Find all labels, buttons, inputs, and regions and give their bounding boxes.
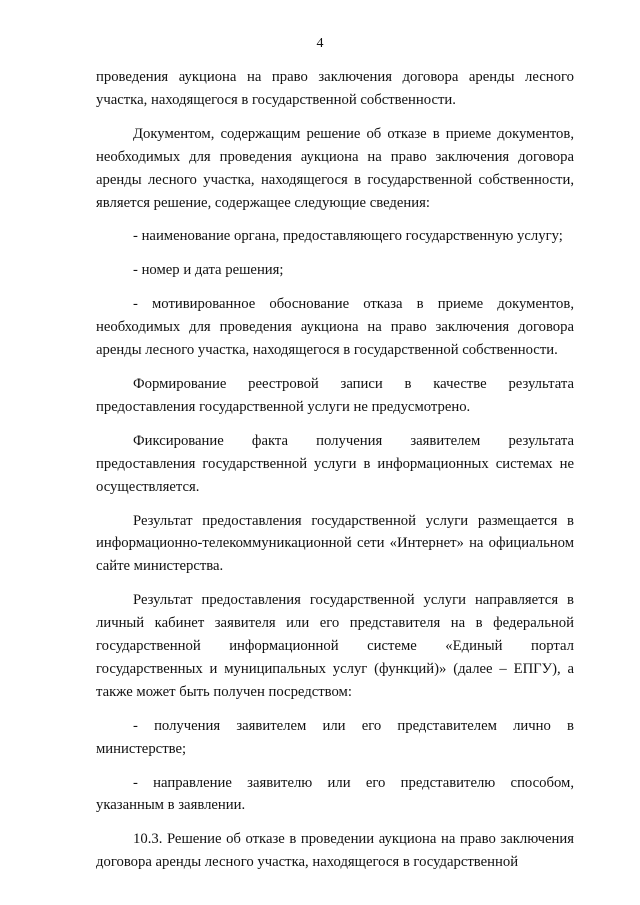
list-item-delivery-method: - направление заявителю или его представителю способом, указанным в заявлении. xyxy=(96,774,574,814)
paragraph-section-10-3: 10.3. Решение об отказе в проведении аукциона на право заключения договора аренды лесного участка, находящегося в государственной xyxy=(96,831,574,871)
paragraph-refusal-document: Документом, содержащим решение об отказе в приеме документов, необходимых для проведения аукциона на право заключения договора аренды лесного участка, находящегося в государственной собственности, является решение, содержащее следующие сведения: xyxy=(96,125,574,211)
paragraph-result-sent: Результат предоставления государственной услуги направляется в личный кабинет заявителя или его представителя на в федеральной государственной информационной системе «Единый портал государственных и муниципальных услуг (функций)» (далее – ЕПГУ), а также может быть получен посредством: xyxy=(96,592,574,700)
list-item-authority-name: - наименование органа, предоставляющего государственную услугу; xyxy=(133,228,563,245)
list-item-personal-receipt: - получения заявителем или его представителем лично в министерстве; xyxy=(96,717,574,757)
paragraph-result-published: Результат предоставления государственной услуги размещается в информационно-телекоммуникационной сети «Интернет» на официальном сайте министерства. xyxy=(96,512,574,575)
document-body xyxy=(96,66,574,874)
list-item-decision-number: - номер и дата решения; xyxy=(133,262,284,279)
paragraph-result-fixation: Фиксирование факта получения заявителем результата предоставления государственной услуги в информационных системах не осуществляется. xyxy=(96,432,574,495)
list-item-refusal-reason: - мотивированное обоснование отказа в приеме документов, необходимых для проведения аукциона на право заключения договора аренды лесного участка, находящегося в государственной собственности. xyxy=(96,296,574,359)
page-number: 4 xyxy=(316,36,324,51)
paragraph-registry-record: Формирование реестровой записи в качестве результата предоставления государственной услуги не предусмотрено. xyxy=(96,375,574,415)
paragraph-continuation: проведения аукциона на право заключения договора аренды лесного участка, находящегося в государственной собственности. xyxy=(96,69,574,108)
